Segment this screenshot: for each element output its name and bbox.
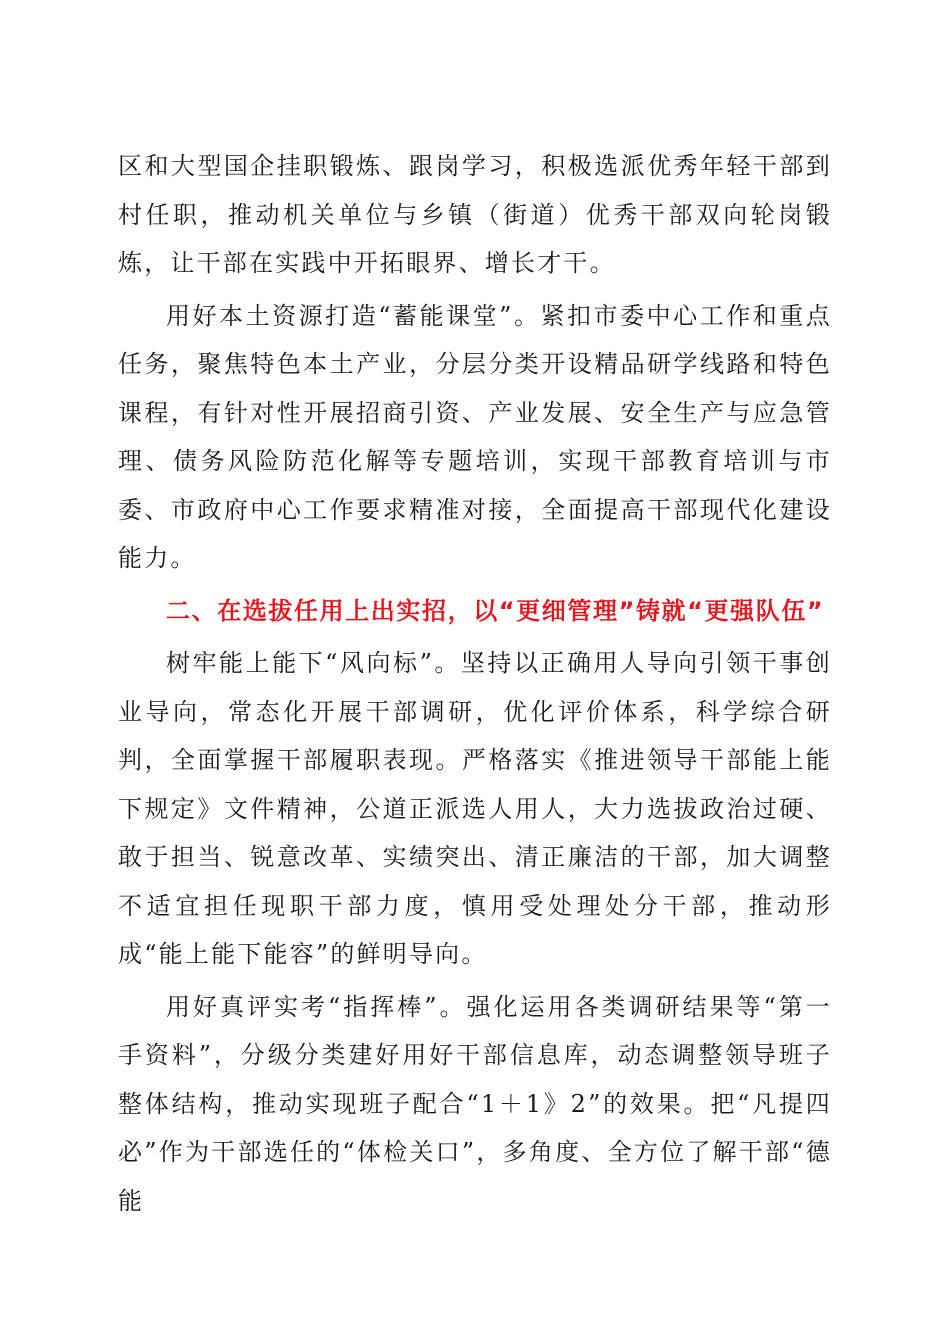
paragraph-local-resources: 用好本土资源打造“蓄能课堂”。紧扣市委中心工作和重点任务，聚焦特色本土产业，分层分类开设精品研学线路和特色课程，有针对性开展招商引资、产业发展、安全生产与应急管理、债务风险防范化解等专题培训，实现干部教育培训与市委、市政府中心工作要求精准对接，全面提高干部现代化建设能力。 (118, 301, 832, 572)
paragraph-evaluation: 用好真评实考“指挥棒”。强化运用各类调研结果等“第一手资料”，分级分类建好用好干部信息库，动态调整领导班子整体结构，推动实现班子配合“1＋1》2”的效果。把“凡提四必”作为干部选任的“体检关口”，多角度、全方位了解干部“德能 (118, 992, 832, 1215)
document-body (118, 142, 832, 1229)
paragraph-promotion-guidance: 树牢能上能下“风向标”。坚持以正确用人导向引领干事创业导向，常态化开展干部调研，优化评价体系，科学综合研判，全面掌握干部履职表现。严格落实《推进领导干部能上能下规定》文件精神，公道正派选人用人，大力选拔政治过硬、敢于担当、锐意改革、实绩突出、清正廉洁的干部，加大调整不适宜担任现职干部力度，慎用受处理处分干部，推动形成“能上能下能容”的鲜明导向。 (118, 649, 832, 968)
section-heading: 二、在选拔任用上出实招，以“更细管理”铸就“更强队伍” (166, 596, 825, 625)
paragraph-continuation: 区和大型国企挂职锻炼、跟岗学习，积极选派优秀年轻干部到村任职，推动机关单位与乡镇（街道）优秀干部双向轮岗锻炼，让干部在实践中开拓眼界、增长才干。 (118, 152, 832, 277)
